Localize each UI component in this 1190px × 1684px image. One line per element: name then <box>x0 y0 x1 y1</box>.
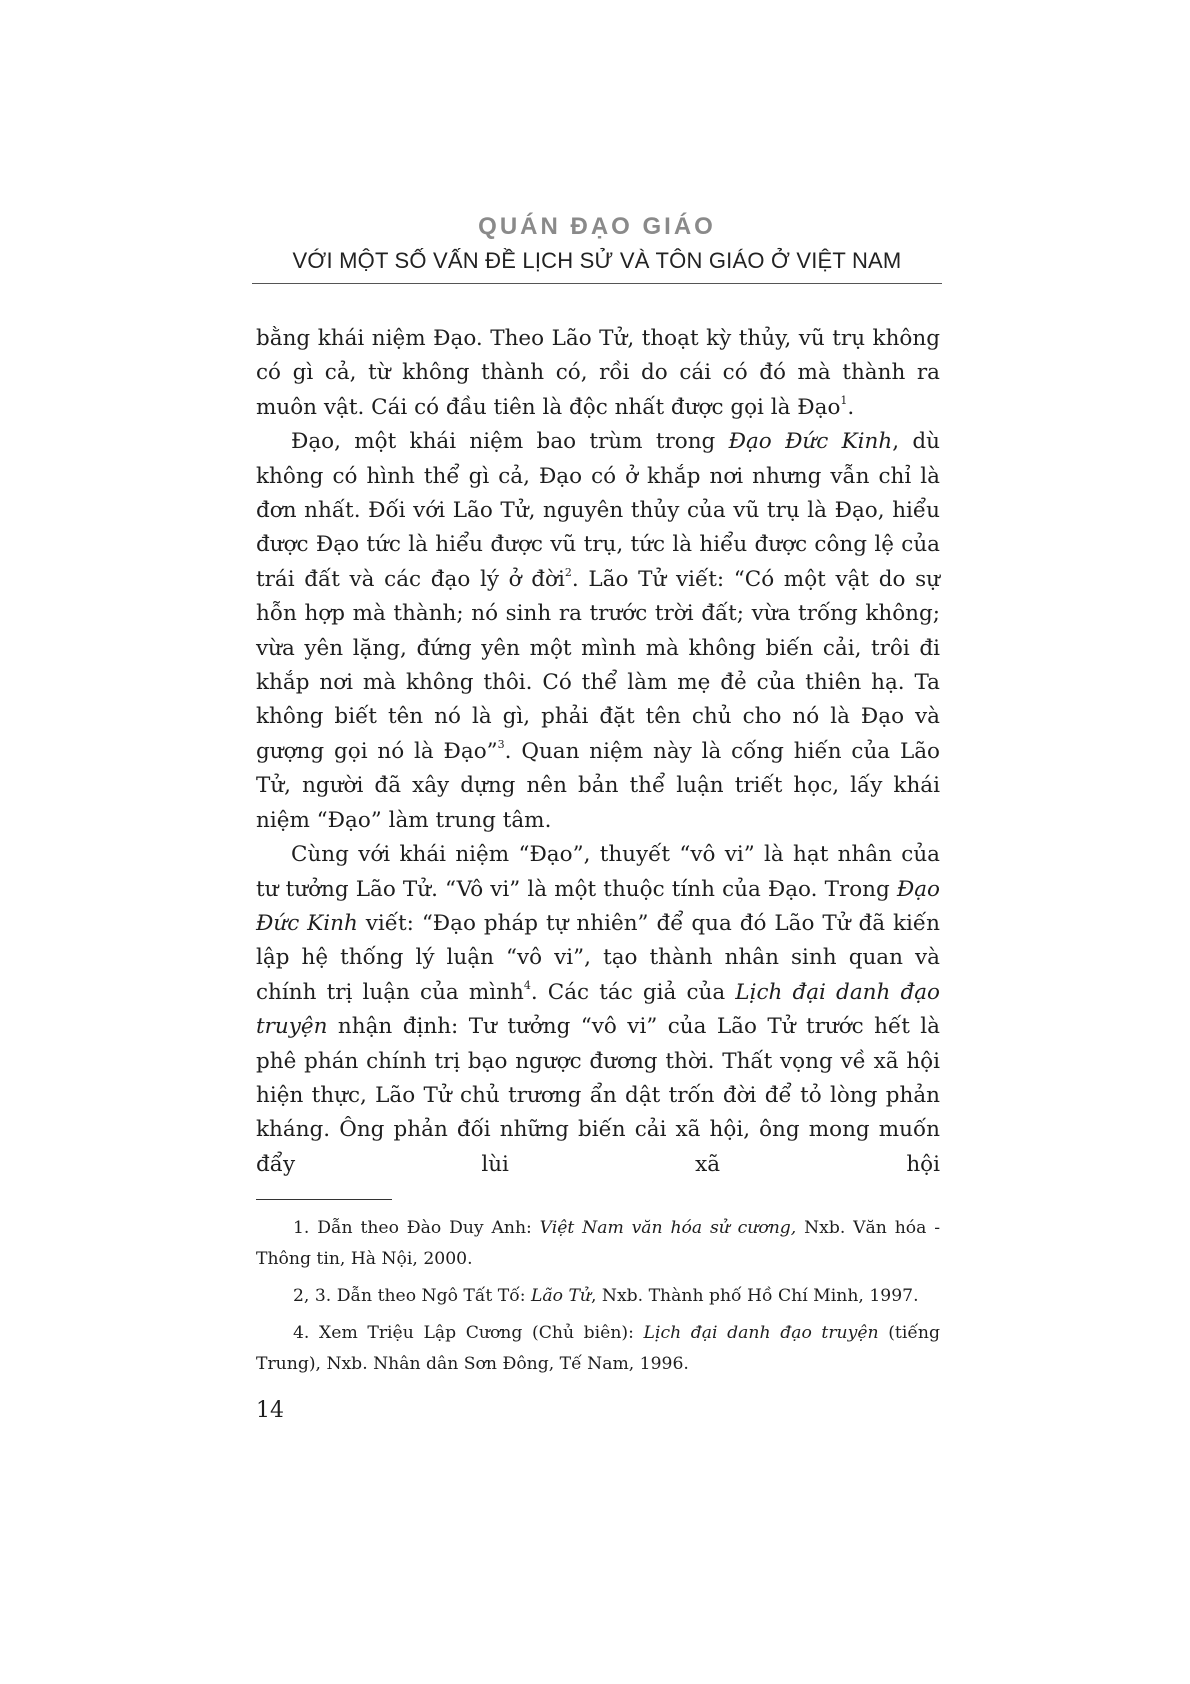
work-title: Đạo Đức Kinh <box>728 429 893 455</box>
book-title: QUÁN ĐẠO GIÁO <box>478 213 716 240</box>
footnote-ref-4: 4 <box>523 978 531 992</box>
footnote-ref-2: 2 <box>564 565 572 579</box>
footnotes <box>256 1213 940 1386</box>
footnote-ref-1: 1 <box>840 393 848 407</box>
footnote-1: 1. Dẫn theo Đào Duy Anh: Việt Nam văn hóa sử cương, Nxb. Văn hóa - Thông tin, Hà Nội, 2000. <box>256 1218 940 1269</box>
header-rule <box>252 283 942 284</box>
footnote-ref-3: 3 <box>497 737 505 751</box>
paragraph-3: Cùng với khái niệm “Đạo”, thuyết “vô vi” là hạt nhân của tư tưởng Lão Tử. “Vô vi” là một thuộc tính của Đạo. Trong Đạo Đức Kinh viết: “Đạo pháp tự nhiên” để qua đó Lão Tử đã kiến lập hệ thống lý luận “vô vi”, tạo thành nhân sinh quan và chính trị luận của mình$^4$. Các tác giả của Lịch đại danh đạo truyện nhận định: Tư tưởng “vô vi” của Lão Tử trước hết là phê phán chính trị bạo ngược đương thời. Thất vọng về xã hội hiện thực, Lão Tử chủ trương ẩn dật trốn đời để tỏ lòng phản kháng. Ông phản đối những biến cải xã hội, ông mong muốn đẩy lùi xã hội <box>256 842 940 1177</box>
footnote-4: 4. Xem Triệu Lập Cương (Chủ biên): Lịch đại danh đạo truyện (tiếng Trung), Nxb. Nhân dân Sơn Đông, Tế Nam, 1996. <box>256 1323 940 1374</box>
running-head <box>252 212 942 276</box>
work-title: Đạo Đức Kinh <box>256 876 940 936</box>
book-subtitle: VỚI MỘT SỐ VẤN ĐỀ LỊCH SỬ VÀ TÔN GIÁO Ở VIỆT NAM <box>292 248 902 273</box>
body-text <box>256 322 940 1182</box>
page-number: 14 <box>256 1398 284 1423</box>
footnote-rule <box>256 1199 392 1200</box>
work-title: Lịch đại danh đạo truyện <box>256 979 940 1040</box>
paragraph-1: bằng khái niệm Đạo. Theo Lão Tử, thoạt kỳ thủy, vũ trụ không có gì cả, từ không thành có, rồi do cái có đó mà thành ra muôn vật. Cái có đầu tiên là độc nhất được gọi là Đạo$^1$. <box>256 326 940 420</box>
paragraph-2: Đạo, một khái niệm bao trùm trong Đạo Đức Kinh, dù không có hình thể gì cả, Đạo có ở khắp nơi nhưng vẫn chỉ là đơn nhất. Đối với Lão Tử, nguyên thủy của vũ trụ là Đạo, hiểu được Đạo tức là hiểu được vũ trụ, tức là hiểu được công lệ của trái đất và các đạo lý ở đời$^2$. Lão Tử viết: “Có một vật do sự hỗn hợp mà thành; nó sinh ra trước trời đất; vừa trống không; vừa yên lặng, đứng yên một mình mà không biến cải, trôi đi khắp nơi mà không thôi. Có thể làm mẹ đẻ của thiên hạ. Ta không biết tên nó là gì, phải đặt tên chủ cho nó là Đạo và gượng gọi nó là Đạo”$^3$. Quan niệm này là cống hiến của Lão Tử, người đã xây dựng nên bản thể luận triết học, lấy khái niệm “Đạo” làm trung tâm. <box>256 429 941 833</box>
footnote-2-3: 2, 3. Dẫn theo Ngô Tất Tố: Lão Tử, Nxb. Thành phố Hồ Chí Minh, 1997. <box>293 1286 919 1306</box>
